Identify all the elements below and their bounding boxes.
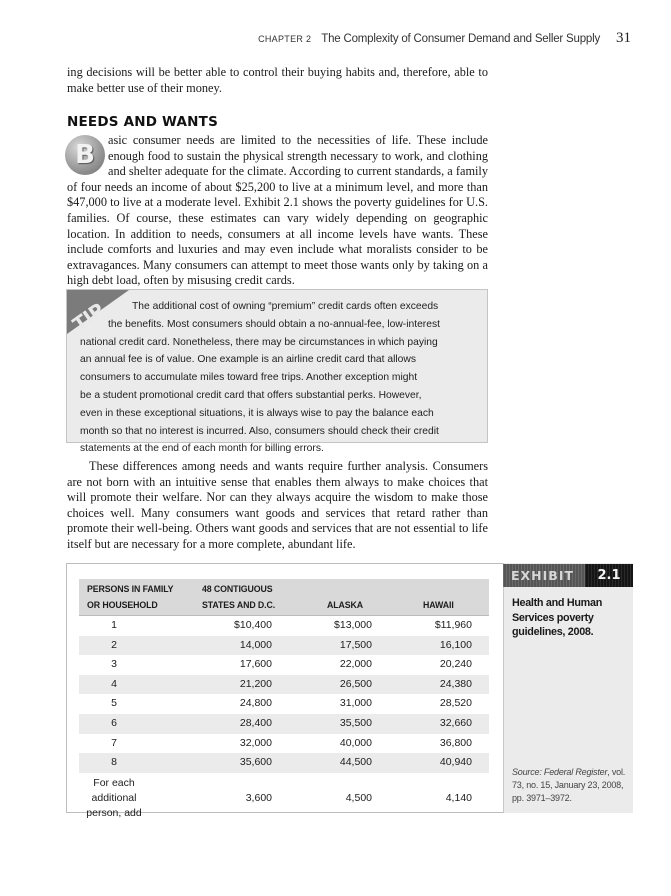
cell-contiguous: 24,800 — [239, 697, 272, 710]
exhibit-caption: Health and Human Services poverty guidelines, 2008. — [512, 597, 602, 638]
cell-alaska: 35,500 — [339, 716, 372, 729]
cell-persons: 8 — [111, 756, 117, 769]
cell-alaska: 22,000 — [339, 658, 372, 671]
header-line: PERSONS IN FAMILY — [87, 584, 174, 594]
page-number: 31 — [616, 30, 631, 46]
cell-persons: 2 — [111, 638, 117, 651]
table-row — [79, 655, 489, 675]
cell-hawaii: 20,240 — [439, 658, 472, 671]
cell-contiguous: 14,000 — [239, 638, 272, 651]
cell-hawaii: 16,100 — [439, 638, 472, 651]
cell-persons: 6 — [111, 716, 117, 729]
poverty-guidelines-table — [79, 579, 489, 819]
exhibit-word: EXHIBIT — [511, 568, 574, 583]
header-line: 48 CONTIGUOUS — [202, 584, 273, 594]
tip-line: statements at the end of each month for billing errors. — [80, 443, 324, 455]
table-row — [79, 636, 489, 656]
cell-hawaii: $11,960 — [434, 619, 472, 631]
section-heading: NEEDS AND WANTS — [67, 114, 218, 130]
drop-cap: B — [65, 135, 105, 175]
running-head — [0, 33, 600, 45]
exhibit-source — [512, 766, 630, 805]
cell-contiguous: 35,600 — [239, 756, 272, 769]
tip-line: an annual fee is of value. One example is an airline credit card that allows — [80, 354, 416, 366]
cell-hawaii: 28,520 — [439, 697, 472, 710]
cell-alaska: $13,000 — [334, 619, 372, 631]
footer-label-line: For each additional — [91, 776, 137, 804]
tip-line: the benefits. Most consumers should obtain a no-annual-fee, low-interest — [108, 318, 440, 330]
paragraph-differences: These differences among needs and wants require further analysis. Consumers are not born with an intuitive sense that enables them always to make choices that will promote their welfare. Nor can they always acquire the wisdom to make those choices well. Many consumers want goods and services that retard rather than promote their well-being. Others want goods and services that are not essential to life itself but are necessary for a more complete, abundant life. — [67, 459, 488, 551]
cell-contiguous: 32,000 — [239, 736, 272, 749]
header-line: STATES AND D.C. — [202, 600, 276, 610]
cell-alaska: 4,500 — [345, 791, 372, 804]
cell-contiguous: 17,600 — [239, 658, 272, 671]
tip-line: consumers to accumulate miles toward free trips. Another exception might — [80, 372, 418, 384]
footer-label-line: person, add — [86, 806, 142, 819]
chapter-title: The Complexity of Consumer Demand and Seller Supply — [321, 33, 600, 45]
header-hawaii: HAWAII — [423, 600, 454, 610]
table-row — [79, 714, 489, 734]
cell-persons: 4 — [111, 677, 117, 690]
cell-persons: 7 — [111, 736, 117, 749]
cell-persons: 1 — [111, 619, 117, 631]
cell-persons: 5 — [111, 697, 117, 710]
tip-label: TIP — [69, 299, 109, 337]
cell-alaska: 40,000 — [339, 736, 372, 749]
cell-alaska: 26,500 — [339, 677, 372, 690]
table-row — [79, 753, 489, 773]
header-alaska: ALASKA — [327, 600, 364, 610]
cell-hawaii: 32,660 — [439, 716, 472, 729]
table-row — [79, 694, 489, 714]
header-contiguous — [202, 581, 275, 613]
table-header — [79, 579, 489, 616]
tip-box — [66, 289, 488, 455]
header-line: OR HOUSEHOLD — [87, 600, 158, 610]
source-label: Source: Federal Register — [512, 767, 608, 777]
cell-contiguous: 3,600 — [245, 791, 272, 804]
cell-alaska: 17,500 — [339, 638, 372, 651]
cell-alaska: 31,000 — [339, 697, 372, 710]
cell-persons: 3 — [111, 658, 117, 671]
cell-hawaii: 4,140 — [445, 791, 472, 804]
cell-hawaii: 40,940 — [439, 756, 472, 769]
paragraph-needs-text: asic consumer needs are limited to the necessities of life. These include enough food to sustain the physical strength necessary to work, and clothing and shelter adequate for the climate. According to current standards, a family of four needs an income of about $25,200 to live at a minimum level, and more than $47,000 to live at a moderate level. Exhibit 2.1 shows the poverty guidelines for U.S. families. Of course, these estimates can vary widely depending on geographic location. In addition to needs, consumers at all income levels have wants. These include comforts and luxuries and may even include what moralists consider to be extravagances. Many consumers can attempt to meet those wants only by taking on a high debt load, often by misusing credit cards. — [67, 133, 488, 288]
tip-line: The additional cost of owning “premium” credit cards often exceeds — [132, 301, 439, 312]
header-persons — [87, 581, 173, 613]
cell-hawaii: 36,800 — [439, 736, 472, 749]
tip-line: even in these exceptional situations, it is always wise to pay the balance each — [80, 407, 434, 419]
paragraph-needs — [67, 133, 488, 289]
chapter-label: CHAPTER 2 — [258, 34, 312, 44]
table-footer-row — [79, 773, 489, 819]
cell-contiguous: 28,400 — [239, 716, 272, 729]
cell-alaska: 44,500 — [339, 756, 372, 769]
table-row — [79, 616, 489, 636]
exhibit-tab — [503, 564, 633, 587]
source-details: , vol. 73, no. 15, January 23, 2008, pp. 3971–3972. — [512, 767, 626, 803]
cell-hawaii: 24,380 — [439, 677, 472, 690]
tip-line: be a student promotional credit card that offers substantial perks. However, — [80, 389, 422, 401]
cell-additional-label — [72, 776, 156, 821]
tip-line: month so that no interest is incurred. Also, consumers should check their credit — [80, 425, 439, 437]
tip-text — [80, 298, 480, 458]
exhibit-number: 2.1 — [585, 564, 633, 587]
table-row — [79, 675, 489, 695]
table-row — [79, 734, 489, 754]
cell-contiguous: $10,400 — [234, 619, 272, 631]
tip-line: national credit card. Nonetheless, there may be circumstances in which paying — [80, 336, 438, 348]
paragraph-continued: ing decisions will be better able to control their buying habits and, therefore, able to make better use of their money. — [67, 65, 488, 95]
cell-contiguous: 21,200 — [239, 677, 272, 690]
